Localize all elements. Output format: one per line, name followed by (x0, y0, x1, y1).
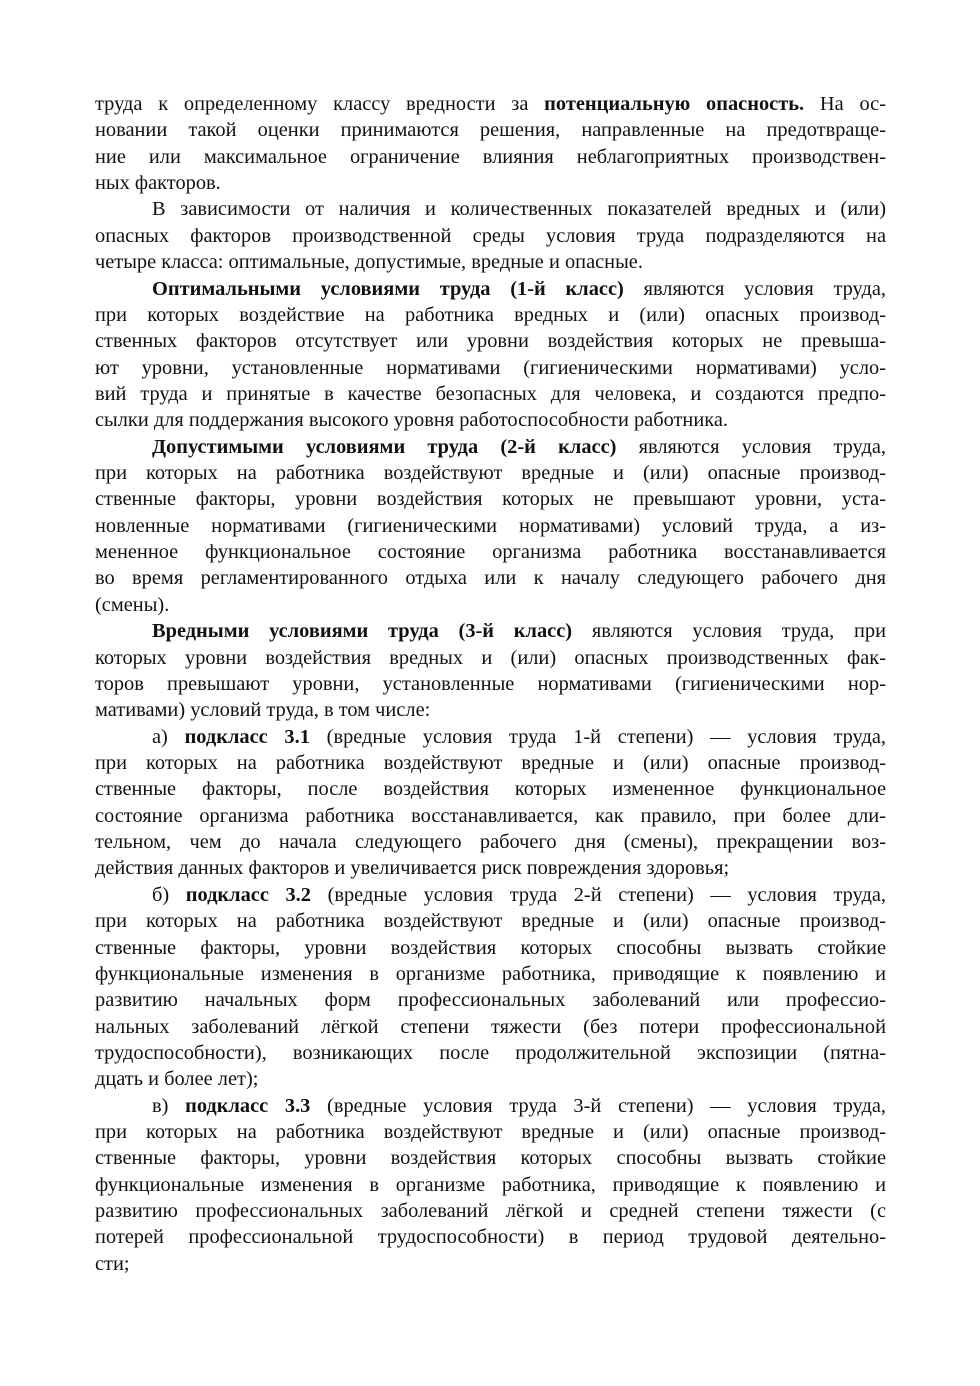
text-segment: являются условия труда, при (572, 620, 886, 643)
text-segment: мененное функциональное состояние организма работника восстанавливается (95, 541, 886, 564)
text-segment: являются условия труда, (623, 277, 886, 300)
text-line (95, 513, 886, 539)
text-segment: ственных факторов отсутствует или уровни воздействия которых не превыша- (95, 330, 886, 353)
text-segment: новленные нормативами (гигиеническими нормативами) условий труда, а из- (95, 514, 886, 537)
text-segment: функциональные изменения в организме работника, приводящие к появлению и (95, 1173, 886, 1196)
text-segment: (смены). (95, 593, 170, 616)
text-segment: мативами) условий труда, в том числе: (95, 699, 431, 722)
text-segment: дцать и более лет); (95, 1068, 259, 1091)
text-segment: при которых на работника воздействуют вредные и (или) опасные производ- (95, 462, 886, 485)
text-segment: В зависимости от наличия и количественных показателей вредных и (или) (152, 198, 886, 221)
text-line (95, 1066, 886, 1092)
text-line (95, 1224, 886, 1250)
paragraph (95, 882, 886, 1093)
text-line (95, 355, 886, 381)
text-line (95, 302, 886, 328)
paragraph (95, 196, 886, 275)
text-segment: ных факторов. (95, 172, 221, 195)
text-segment: ственные факторы, уровни воздействия которых не превышают уровни, уста- (95, 488, 886, 511)
text-line (95, 1119, 886, 1145)
text-line (95, 249, 886, 275)
text-line (95, 987, 886, 1013)
text-segment: развитию начальных форм профессиональных заболеваний или профессио- (95, 989, 886, 1012)
text-segment: трудоспособности), возникающих после продолжительной экспозиции (пятна- (95, 1041, 886, 1064)
text-line (95, 565, 886, 591)
paragraph (95, 724, 886, 882)
text-segment: при которых воздействие на работника вредных и (или) опасных производ- (95, 303, 886, 326)
text-line (95, 91, 886, 117)
text-segment: тельном, чем до начала следующего рабочего дня (смены), прекращении воз- (95, 831, 886, 854)
text-segment: действия данных факторов и увеличивается риск повреждения здоровья; (95, 857, 730, 880)
text-segment: состояние организма работника восстанавливается, как правило, при более дли- (95, 804, 886, 827)
text-segment: функциональные изменения в организме работника, приводящие к появлению и (95, 962, 886, 985)
text-segment: (вредные условия труда 3-й степени) — условия труда, (310, 1094, 886, 1117)
text-line (95, 750, 886, 776)
text-line (95, 170, 886, 196)
text-segment: ственные факторы, после воздействия которых измененное функциональное (95, 778, 886, 801)
text-line (95, 1040, 886, 1066)
text-segment: сылки для поддержания высокого уровня работоспособности работника. (95, 409, 729, 432)
text-segment: новании такой оценки принимаются решения, направленные на предотвраще- (95, 119, 886, 142)
text-segment: (вредные условия труда 1-й степени) — условия труда, (309, 725, 886, 748)
text-line (95, 645, 886, 671)
bold-term: подкласс 3.2 (185, 883, 311, 906)
bold-term: потенциальную опасность. (544, 93, 805, 115)
text-line (95, 882, 886, 908)
text-segment: ственные факторы, уровни воздействия которых способны вызвать стойкие (95, 936, 886, 959)
text-line (95, 486, 886, 512)
text-line (95, 223, 886, 249)
text-line (95, 803, 886, 829)
text-segment: при которых на работника воздействуют вредные и (или) опасные производ- (95, 910, 886, 933)
bold-term: подкласс 3.1 (184, 725, 310, 748)
text-line (95, 1014, 886, 1040)
text-line (95, 460, 886, 486)
text-segment: потерей профессиональной трудоспособности) в период трудовой деятельно- (95, 1226, 886, 1249)
text-line (95, 855, 886, 881)
text-line (95, 1198, 886, 1224)
text-segment: а) (152, 725, 185, 748)
text-line (95, 724, 886, 750)
text-line (95, 935, 886, 961)
text-line (95, 697, 886, 723)
text-line (95, 144, 886, 170)
paragraph (95, 434, 886, 619)
text-line (95, 961, 886, 987)
text-segment: труда к определенному классу вредности за (95, 93, 545, 115)
text-line (95, 908, 886, 934)
text-segment: ственные факторы, уровни воздействия которых способны вызвать стойкие (95, 1147, 886, 1170)
text-line (95, 196, 886, 222)
paragraph (95, 618, 886, 723)
text-line (95, 117, 886, 143)
bold-term: подкласс 3.3 (185, 1094, 311, 1117)
text-segment: ние или максимальное ограничение влияния неблагоприятных производствен- (95, 145, 886, 168)
text-line (95, 407, 886, 433)
text-segment: опасных факторов производственной среды условия труда подразделяются на (95, 224, 886, 247)
text-segment: четыре класса: оптимальные, допустимые, вредные и опасные. (95, 251, 643, 274)
text-line (95, 618, 886, 644)
text-line (95, 381, 886, 407)
text-line (95, 829, 886, 855)
text-line (95, 1172, 886, 1198)
text-line (95, 539, 886, 565)
text-line (95, 434, 886, 460)
paragraph (95, 276, 886, 434)
text-segment: торов превышают уровни, установленные нормативами (гигиеническими нор- (95, 672, 886, 695)
text-segment: во время регламентированного отдыха или к началу следующего рабочего дня (95, 567, 886, 590)
text-line (95, 671, 886, 697)
paragraph (95, 91, 886, 196)
text-segment: вий труда и принятые в качестве безопасных для человека, и создаются предпо- (95, 382, 886, 405)
text-segment: сти; (95, 1252, 130, 1275)
text-segment: которых уровни воздействия вредных и (или) опасных производственных фак- (95, 646, 886, 669)
text-line (95, 776, 886, 802)
text-segment: ют уровни, установленные нормативами (гигиеническими нормативами) усло- (95, 356, 886, 379)
text-segment: нальных заболеваний лёгкой степени тяжести (без потери профессиональной (95, 1015, 886, 1038)
document-page (95, 91, 886, 1277)
text-line (95, 328, 886, 354)
text-segment: при которых на работника воздействуют вредные и (или) опасные производ- (95, 1121, 886, 1144)
text-line (95, 276, 886, 302)
text-line (95, 1251, 886, 1277)
text-line (95, 592, 886, 618)
text-segment: развитию профессиональных заболеваний лёгкой и средней степени тяжести (с (95, 1200, 886, 1223)
bold-term: Оптимальными условиями труда (1-й класс) (152, 277, 624, 300)
text-line (95, 1093, 886, 1119)
text-segment: б) (152, 883, 186, 906)
text-line (95, 1145, 886, 1171)
text-segment: при которых на работника воздействуют вредные и (или) опасные производ- (95, 751, 886, 774)
paragraph (95, 1093, 886, 1278)
bold-term: Допустимыми условиями труда (2-й класс) (152, 435, 617, 458)
text-segment: (вредные условия труда 2-й степени) — условия труда, (310, 883, 886, 906)
text-segment: На ос- (804, 93, 886, 115)
text-segment: в) (152, 1094, 186, 1117)
bold-term: Вредными условиями труда (3-й класс) (152, 620, 573, 643)
text-segment: являются условия труда, (616, 435, 886, 458)
